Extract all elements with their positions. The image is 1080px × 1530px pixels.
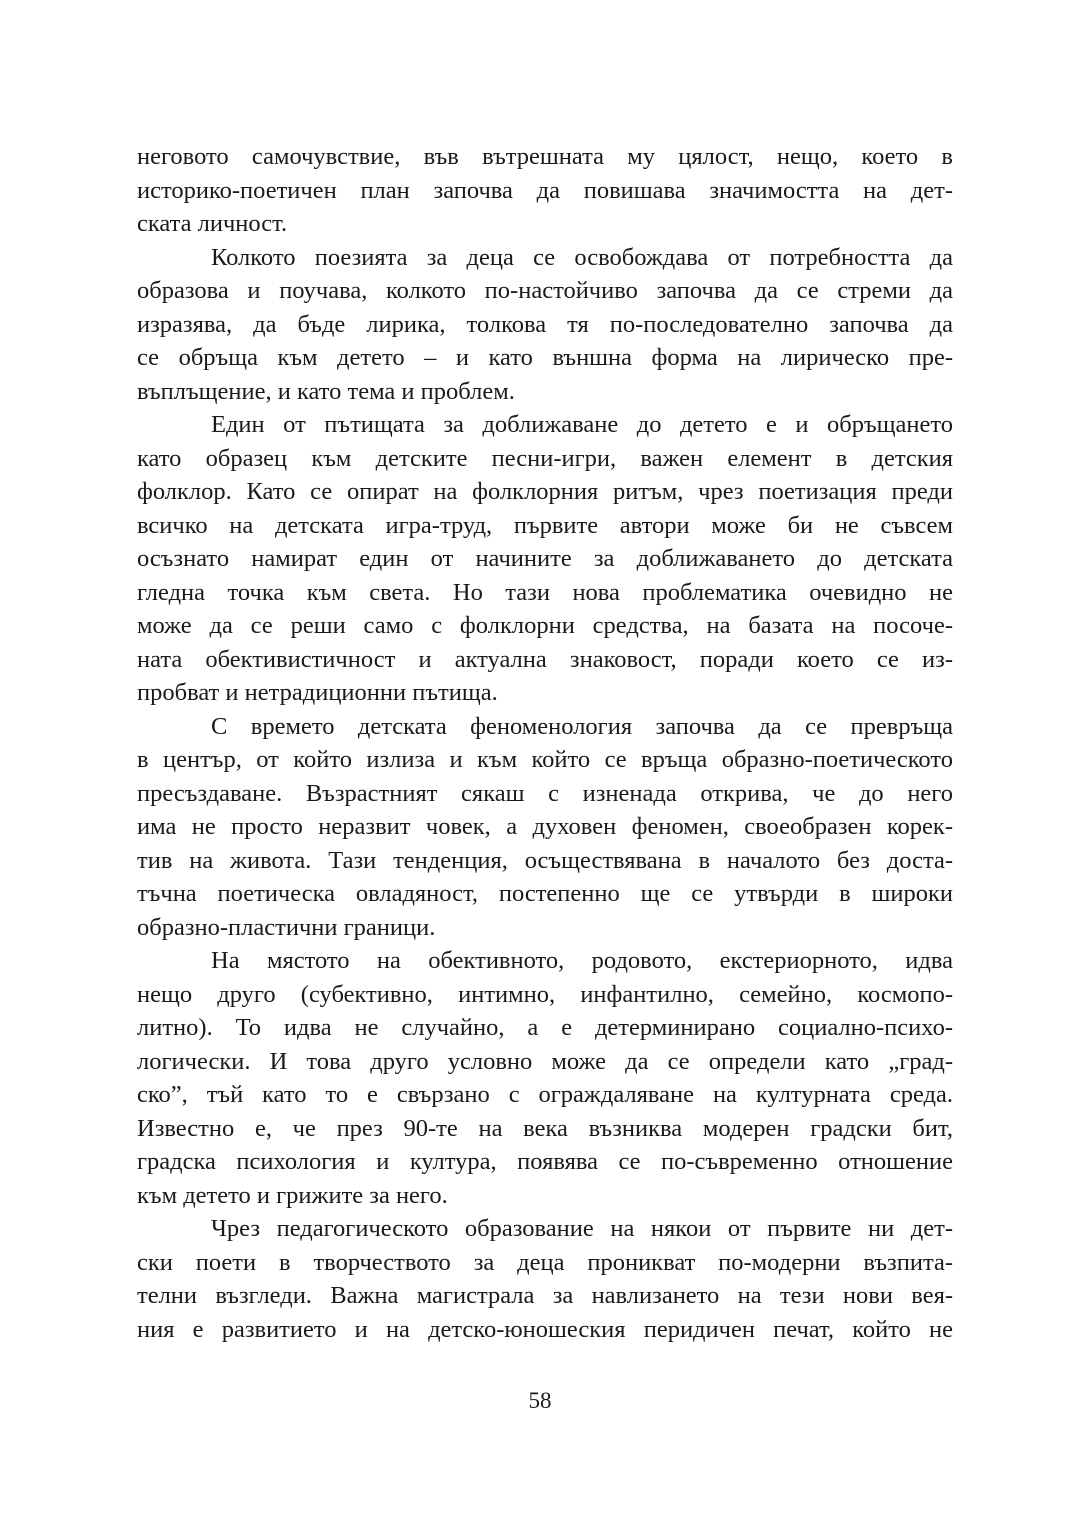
- text-line: ската личност.: [137, 210, 288, 237]
- text-line: тъчна поетическа овладяност, постепенно ще се утвърди в широки: [137, 880, 953, 907]
- text-line: в център, от който излиза и към който се връща образно-поетическото: [137, 746, 953, 773]
- text-line: ния е развитието и на детско-юношеския перидичен печат, който не: [137, 1315, 953, 1343]
- text-line: въплъщение, и като тема и проблем.: [137, 377, 515, 405]
- text-line: градска психология и култура, появява се по-съвременно отношение: [137, 1148, 953, 1175]
- paragraph: [137, 241, 953, 409]
- text-line: историко-поетичен план започва да повишава значимостта на дет-: [137, 176, 953, 204]
- text-line: образова и поучава, колкото по-настойчиво започва да се стреми да: [137, 277, 953, 304]
- text-line: към детето и грижите за него.: [137, 1181, 448, 1209]
- paragraph: [137, 944, 953, 1212]
- text-line: Чрез педагогическото образование на някои от първите ни дет-: [211, 1215, 953, 1242]
- text-line: всичко на детската игра-труд, първите автори може би не съвсем: [137, 511, 953, 539]
- body-text: [137, 140, 953, 1346]
- text-line: логически. И това друго условно може да се определи като „град-: [137, 1047, 953, 1075]
- text-line: може да се реши само с фолклорни средства, на базата на посоче-: [137, 612, 953, 639]
- text-line: ско”, тъй като то е свързано с ограждаляване на културната среда.: [137, 1081, 953, 1108]
- paragraph: [137, 408, 953, 710]
- text-line: телни възгледи. Важна магистрала за навлизането на тези нови вея-: [137, 1282, 953, 1309]
- text-line: литно). То идва не случайно, а е детерминирано социално-психо-: [137, 1014, 953, 1041]
- text-line: Колкото поезията за деца се освобождава от потребността да: [211, 243, 953, 271]
- text-line: образно-пластични граници.: [137, 913, 436, 941]
- paragraph: [137, 1212, 953, 1346]
- text-line: има не просто неразвит човек, а духовен феномен, своеобразен корек-: [137, 813, 953, 840]
- text-line: Известно е, че през 90-те на века възниква модерен градски бит,: [137, 1114, 953, 1142]
- text-line: ната обективистичност и актуална знаковост, поради което се из-: [137, 645, 953, 673]
- text-line: ски поети в творчеството за деца проникват по-модерни възпита-: [137, 1248, 953, 1276]
- text-line: осъзнато намират един от начините за доближаването до детската: [137, 545, 953, 572]
- text-line: фолклор. Като се опират на фолклорния ритъм, чрез поетизация преди: [137, 478, 953, 505]
- text-line: На мястото на обективното, родовото, екстериорното, идва: [211, 947, 953, 974]
- paragraph: [137, 710, 953, 945]
- text-line: нещо друго (субективно, интимно, инфантилно, семейно, космопо-: [137, 980, 953, 1008]
- text-line: Един от пътищата за доближаване до детето е и обръщането: [211, 411, 953, 438]
- text-line: изразява, да бъде лирика, толкова тя по-последователно започва да: [137, 310, 953, 338]
- text-line: пресъздаване. Възрастният сякаш с изненада открива, че до него: [137, 779, 953, 807]
- page-number: 58: [528, 1388, 552, 1413]
- text-line: С времето детската феноменология започва да се превръща: [211, 712, 953, 740]
- text-line: гледна точка към света. Но тази нова проблематика очевидно не: [137, 578, 953, 606]
- text-line: се обръща към детето – и като външна форма на лирическо пре-: [137, 344, 953, 371]
- text-line: като образец към детските песни-игри, важен елемент в детския: [137, 444, 953, 472]
- text-line: неговото самочувствие, във вътрешната му цялост, нещо, което в: [137, 143, 953, 170]
- text-line: тив на живота. Тази тенденция, осъществявана в началото без доста-: [137, 846, 953, 874]
- text-line: пробват и нетрадиционни пътища.: [137, 679, 498, 706]
- paragraph: [137, 140, 953, 241]
